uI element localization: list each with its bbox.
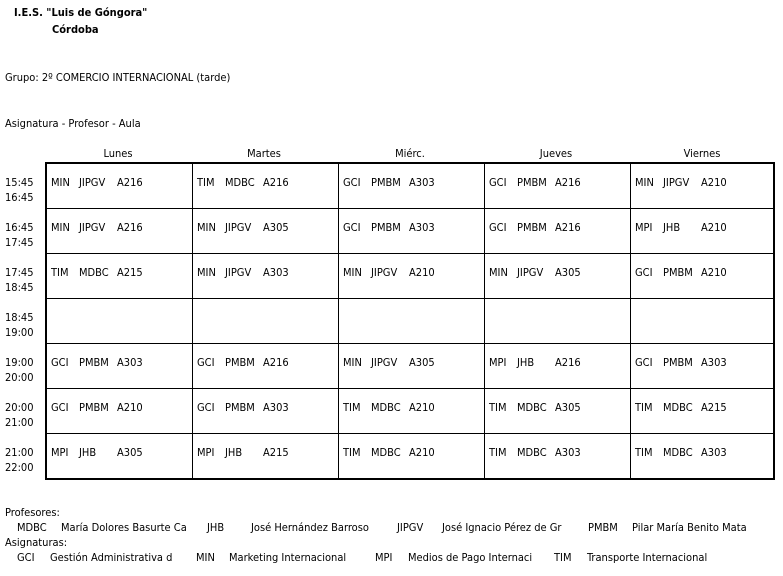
room-code: A210 [701, 221, 727, 234]
grid-row-divider [47, 298, 773, 299]
teacher-code: JHB [517, 356, 535, 369]
subject-code: MIN [635, 176, 654, 189]
subject-code: TIM [51, 266, 69, 279]
teacher-code: PMBM [79, 356, 109, 369]
legend-code: GCI [17, 551, 35, 564]
time-start: 16:45 [5, 221, 34, 234]
subject-code: TIM [489, 446, 507, 459]
room-code: A216 [263, 356, 289, 369]
legend-name: Pilar María Benito Mata [632, 521, 747, 534]
room-code: A303 [701, 356, 727, 369]
teacher-code: MDBC [79, 266, 109, 279]
room-code: A210 [409, 266, 435, 279]
teacher-code: JIPGV [371, 356, 398, 369]
grid-row-divider [47, 388, 773, 389]
time-end: 16:45 [5, 191, 34, 204]
room-code: A305 [555, 401, 581, 414]
teacher-code: MDBC [517, 446, 547, 459]
city-name: Córdoba [52, 23, 99, 36]
subject-code: GCI [51, 356, 69, 369]
subject-code: GCI [343, 221, 361, 234]
teacher-code: PMBM [517, 221, 547, 234]
teacher-code: MDBC [225, 176, 255, 189]
time-slot-label [5, 310, 34, 340]
room-code: A303 [263, 266, 289, 279]
room-code: A210 [409, 446, 435, 459]
grid-column-divider [192, 164, 193, 478]
grid-row-divider [47, 208, 773, 209]
time-start: 19:00 [5, 356, 34, 369]
room-code: A303 [701, 446, 727, 459]
subject-code: MPI [197, 446, 215, 459]
grid-column-divider [338, 164, 339, 478]
teacher-code: JHB [663, 221, 681, 234]
subject-code: MPI [635, 221, 653, 234]
room-code: A210 [701, 176, 727, 189]
legend-name: María Dolores Basurte Ca [61, 521, 187, 534]
grid-column-divider [630, 164, 631, 478]
teacher-code: JIPGV [371, 266, 398, 279]
time-slot-label [5, 445, 34, 475]
subject-code: GCI [197, 401, 215, 414]
teacher-code: JHB [225, 446, 243, 459]
time-end: 19:00 [5, 326, 34, 339]
teacher-code: JIPGV [225, 266, 252, 279]
legend-name: José Hernández Barroso [251, 521, 369, 534]
room-code: A216 [117, 221, 143, 234]
subject-code: MIN [51, 176, 70, 189]
time-end: 20:00 [5, 371, 34, 384]
day-header: Lunes [103, 147, 133, 160]
subject-code: TIM [197, 176, 215, 189]
room-code: A216 [555, 221, 581, 234]
room-code: A216 [263, 176, 289, 189]
room-code: A215 [117, 266, 143, 279]
room-code: A303 [117, 356, 143, 369]
profesores-heading: Profesores: [5, 506, 60, 519]
legend-code: MDBC [17, 521, 47, 534]
teacher-code: JIPGV [225, 221, 252, 234]
teacher-code: MDBC [371, 401, 401, 414]
teacher-code: JIPGV [663, 176, 690, 189]
day-header: Miérc. [395, 147, 425, 160]
room-code: A210 [701, 266, 727, 279]
legend-name: Gestión Administrativa d [50, 551, 173, 564]
time-end: 18:45 [5, 281, 34, 294]
room-code: A216 [555, 356, 581, 369]
time-slot-label [5, 355, 34, 385]
room-code: A305 [409, 356, 435, 369]
teacher-code: JIPGV [79, 176, 106, 189]
day-header: Jueves [539, 147, 573, 160]
schedule-grid [45, 162, 775, 480]
group-label: Grupo: 2º COMERCIO INTERNACIONAL (tarde) [5, 71, 231, 84]
subject-code: MIN [489, 266, 508, 279]
teacher-code: JHB [79, 446, 97, 459]
time-slot-label [5, 220, 34, 250]
subject-code: MIN [197, 221, 216, 234]
subject-code: MIN [343, 356, 362, 369]
subject-code: TIM [343, 401, 361, 414]
teacher-code: MDBC [517, 401, 547, 414]
teacher-code: PMBM [371, 221, 401, 234]
grid-row-divider [47, 343, 773, 344]
day-header: Viernes [683, 147, 721, 160]
time-slot-label [5, 400, 34, 430]
subject-code: MIN [197, 266, 216, 279]
time-start: 17:45 [5, 266, 34, 279]
legend-code: JIPGV [397, 521, 424, 534]
room-code: A303 [555, 446, 581, 459]
legend-name: Medios de Pago Internaci [408, 551, 533, 564]
room-code: A210 [117, 401, 143, 414]
time-start: 15:45 [5, 176, 34, 189]
subject-code: TIM [635, 401, 653, 414]
legend-name: José Ignacio Pérez de Gr [442, 521, 562, 534]
time-end: 21:00 [5, 416, 34, 429]
subject-code: MIN [343, 266, 362, 279]
grid-row-divider [47, 433, 773, 434]
room-code: A305 [263, 221, 289, 234]
teacher-code: MDBC [663, 446, 693, 459]
subject-code: TIM [489, 401, 507, 414]
room-code: A305 [555, 266, 581, 279]
time-start: 21:00 [5, 446, 34, 459]
teacher-code: PMBM [79, 401, 109, 414]
asignaturas-heading: Asignaturas: [5, 536, 68, 549]
time-start: 20:00 [5, 401, 34, 414]
room-code: A303 [409, 221, 435, 234]
teacher-code: MDBC [663, 401, 693, 414]
subject-code: GCI [343, 176, 361, 189]
subject-code: TIM [343, 446, 361, 459]
room-code: A305 [117, 446, 143, 459]
subject-code: GCI [635, 266, 653, 279]
room-code: A215 [701, 401, 727, 414]
time-slot-label [5, 265, 34, 295]
subject-code: MIN [51, 221, 70, 234]
room-code: A216 [555, 176, 581, 189]
subject-code: TIM [635, 446, 653, 459]
subject-code: GCI [197, 356, 215, 369]
grid-row-divider [47, 253, 773, 254]
teacher-code: JIPGV [517, 266, 544, 279]
subject-code: GCI [489, 221, 507, 234]
teacher-code: PMBM [663, 356, 693, 369]
teacher-code: PMBM [225, 356, 255, 369]
legend-code: MIN [196, 551, 215, 564]
subject-code: MPI [489, 356, 507, 369]
room-code: A303 [409, 176, 435, 189]
time-start: 18:45 [5, 311, 34, 324]
teacher-code: JIPGV [79, 221, 106, 234]
legend-code: JHB [207, 521, 225, 534]
subject-code: MPI [51, 446, 69, 459]
subject-code: GCI [51, 401, 69, 414]
legend-code: MPI [375, 551, 393, 564]
teacher-code: PMBM [225, 401, 255, 414]
table-subtitle: Asignatura - Profesor - Aula [5, 117, 141, 130]
time-end: 22:00 [5, 461, 34, 474]
legend-name: Marketing Internacional [229, 551, 347, 564]
room-code: A216 [117, 176, 143, 189]
time-end: 17:45 [5, 236, 34, 249]
time-slot-label [5, 175, 34, 205]
room-code: A210 [409, 401, 435, 414]
teacher-code: PMBM [517, 176, 547, 189]
legend-code: PMBM [588, 521, 618, 534]
day-header: Martes [247, 147, 281, 160]
grid-column-divider [484, 164, 485, 478]
subject-code: GCI [635, 356, 653, 369]
teacher-code: PMBM [371, 176, 401, 189]
subject-code: GCI [489, 176, 507, 189]
teacher-code: MDBC [371, 446, 401, 459]
legend-code: TIM [554, 551, 572, 564]
room-code: A215 [263, 446, 289, 459]
room-code: A303 [263, 401, 289, 414]
teacher-code: PMBM [663, 266, 693, 279]
school-name: I.E.S. "Luis de Góngora" [14, 6, 148, 19]
legend-name: Transporte Internacional [587, 551, 708, 564]
